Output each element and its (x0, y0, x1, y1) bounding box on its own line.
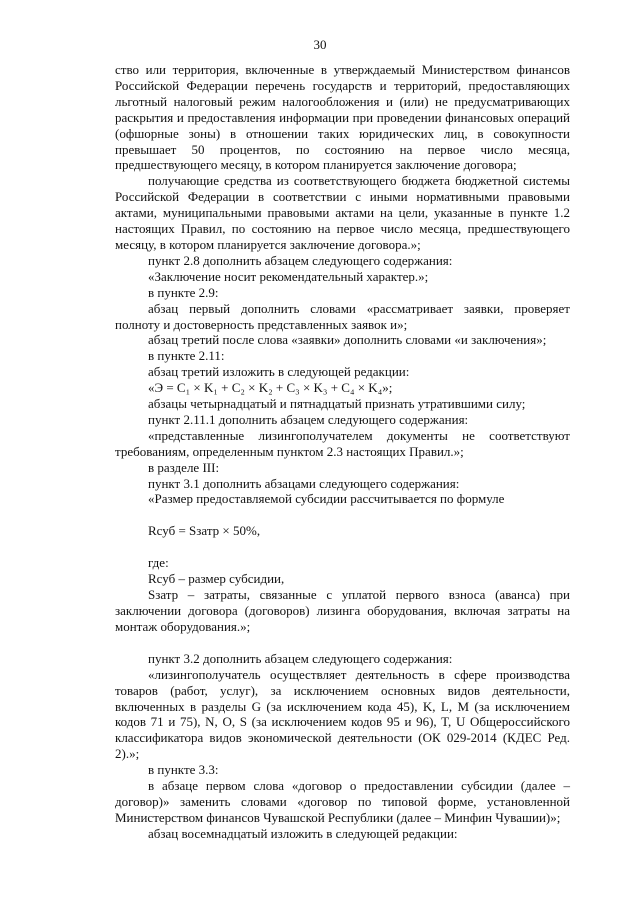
paragraph: «представленные лизингополучателем документы не соответствуют требованиям, определенным пунктом 2.3 настоящих Правил.»; (115, 427, 570, 459)
page-number: 30 (313, 37, 327, 52)
paragraph: «лизингополучатель осуществляет деятельность в сфере производства товаров (работ, услуг), за исключением основных видов деятельности, включенных в разделы G (за исключением кода 45), K, L, M (за исключением кодов 71 и 75), N, O, S (за исключением кодов 95 и 96), T, U Общероссийского классификатора видов экономической деятельности (ОК 029-2014 (КДЕС Ред. 2).»; (115, 666, 570, 762)
paragraph: Rсуб – размер субсидии, (148, 571, 285, 587)
formula-line: «Э = C₁ × K₁ + C₂ × K₂ + C₃ × K₃ + C₄ × K₄»; (148, 380, 393, 396)
paragraph: получающие средства из соответствующего бюджета бюджетной системы Российской Федерации в соответствии с иными нормативными правовыми актами, муниципальными правовыми актами на цели, указанные в пункте 1.2 настоящих Правил, по состоянию на первое число месяца, предшествующего месяцу, в котором планируется заключение договора.»; (115, 173, 570, 252)
paragraph: в пункте 2.11: (148, 348, 225, 364)
paragraph: в абзаце первом слова «договор о предоставлении субсидии (далее – договор)» заменить словами «договор по типовой форме, установленной Министерством финансов Чувашской Республики (далее – Минфин Чувашии)»; (115, 778, 570, 825)
paragraph: абзацы четырнадцатый и пятнадцатый признать утратившими силу; (148, 396, 526, 412)
paragraph: в пункте 3.3: (148, 762, 219, 778)
paragraph: в пункте 2.9: (148, 284, 219, 300)
subsidy-formula: Rсуб = Sзатр × 50%, (148, 523, 261, 539)
paragraph: в разделе III: (148, 459, 220, 475)
paragraph: пункт 2.8 дополнить абзацем следующего содержания: (148, 252, 453, 268)
paragraph: абзац первый дополнить словами «рассматривает заявки, проверяет полноту и достоверность представленных заявок и»; (115, 300, 570, 332)
paragraph: пункт 2.11.1 дополнить абзацем следующего содержания: (148, 411, 469, 427)
paragraph: пункт 3.1 дополнить абзацами следующего содержания: (148, 475, 460, 491)
paragraph: Sзатр – затраты, связанные с уплатой первого взноса (аванса) при заключении договора (договоров) лизинга оборудования, включая затраты на монтаж оборудования.»; (115, 587, 570, 634)
paragraph: абзац третий изложить в следующей редакции: (148, 364, 410, 380)
paragraph: ство или территория, включенные в утверждаемый Министерством финансов Российской Федерации перечень государств и территорий, предоставляющих льготный налоговый режим налогообложения и (или) не предусматривающих раскрытия и предоставления информации при проведении финансовых операций (офшорные зоны) в отношении таких юридических лиц, в совокупности превышает 50 процентов, по состоянию на первое число месяца, предшествующего месяцу, в котором планируется заключение договора; (115, 62, 570, 173)
paragraph: «Заключение носит рекомендательный характер.»; (148, 268, 429, 284)
paragraph: абзац восемнадцатый изложить в следующей редакции: (148, 825, 458, 841)
paragraph: абзац третий после слова «заявки» дополнить словами «и заключения»; (148, 332, 547, 348)
paragraph: «Размер предоставляемой субсидии рассчитывается по формуле (148, 491, 505, 507)
paragraph: где: (148, 555, 169, 571)
document-body (115, 62, 570, 842)
paragraph: пункт 3.2 дополнить абзацем следующего содержания: (148, 650, 453, 666)
